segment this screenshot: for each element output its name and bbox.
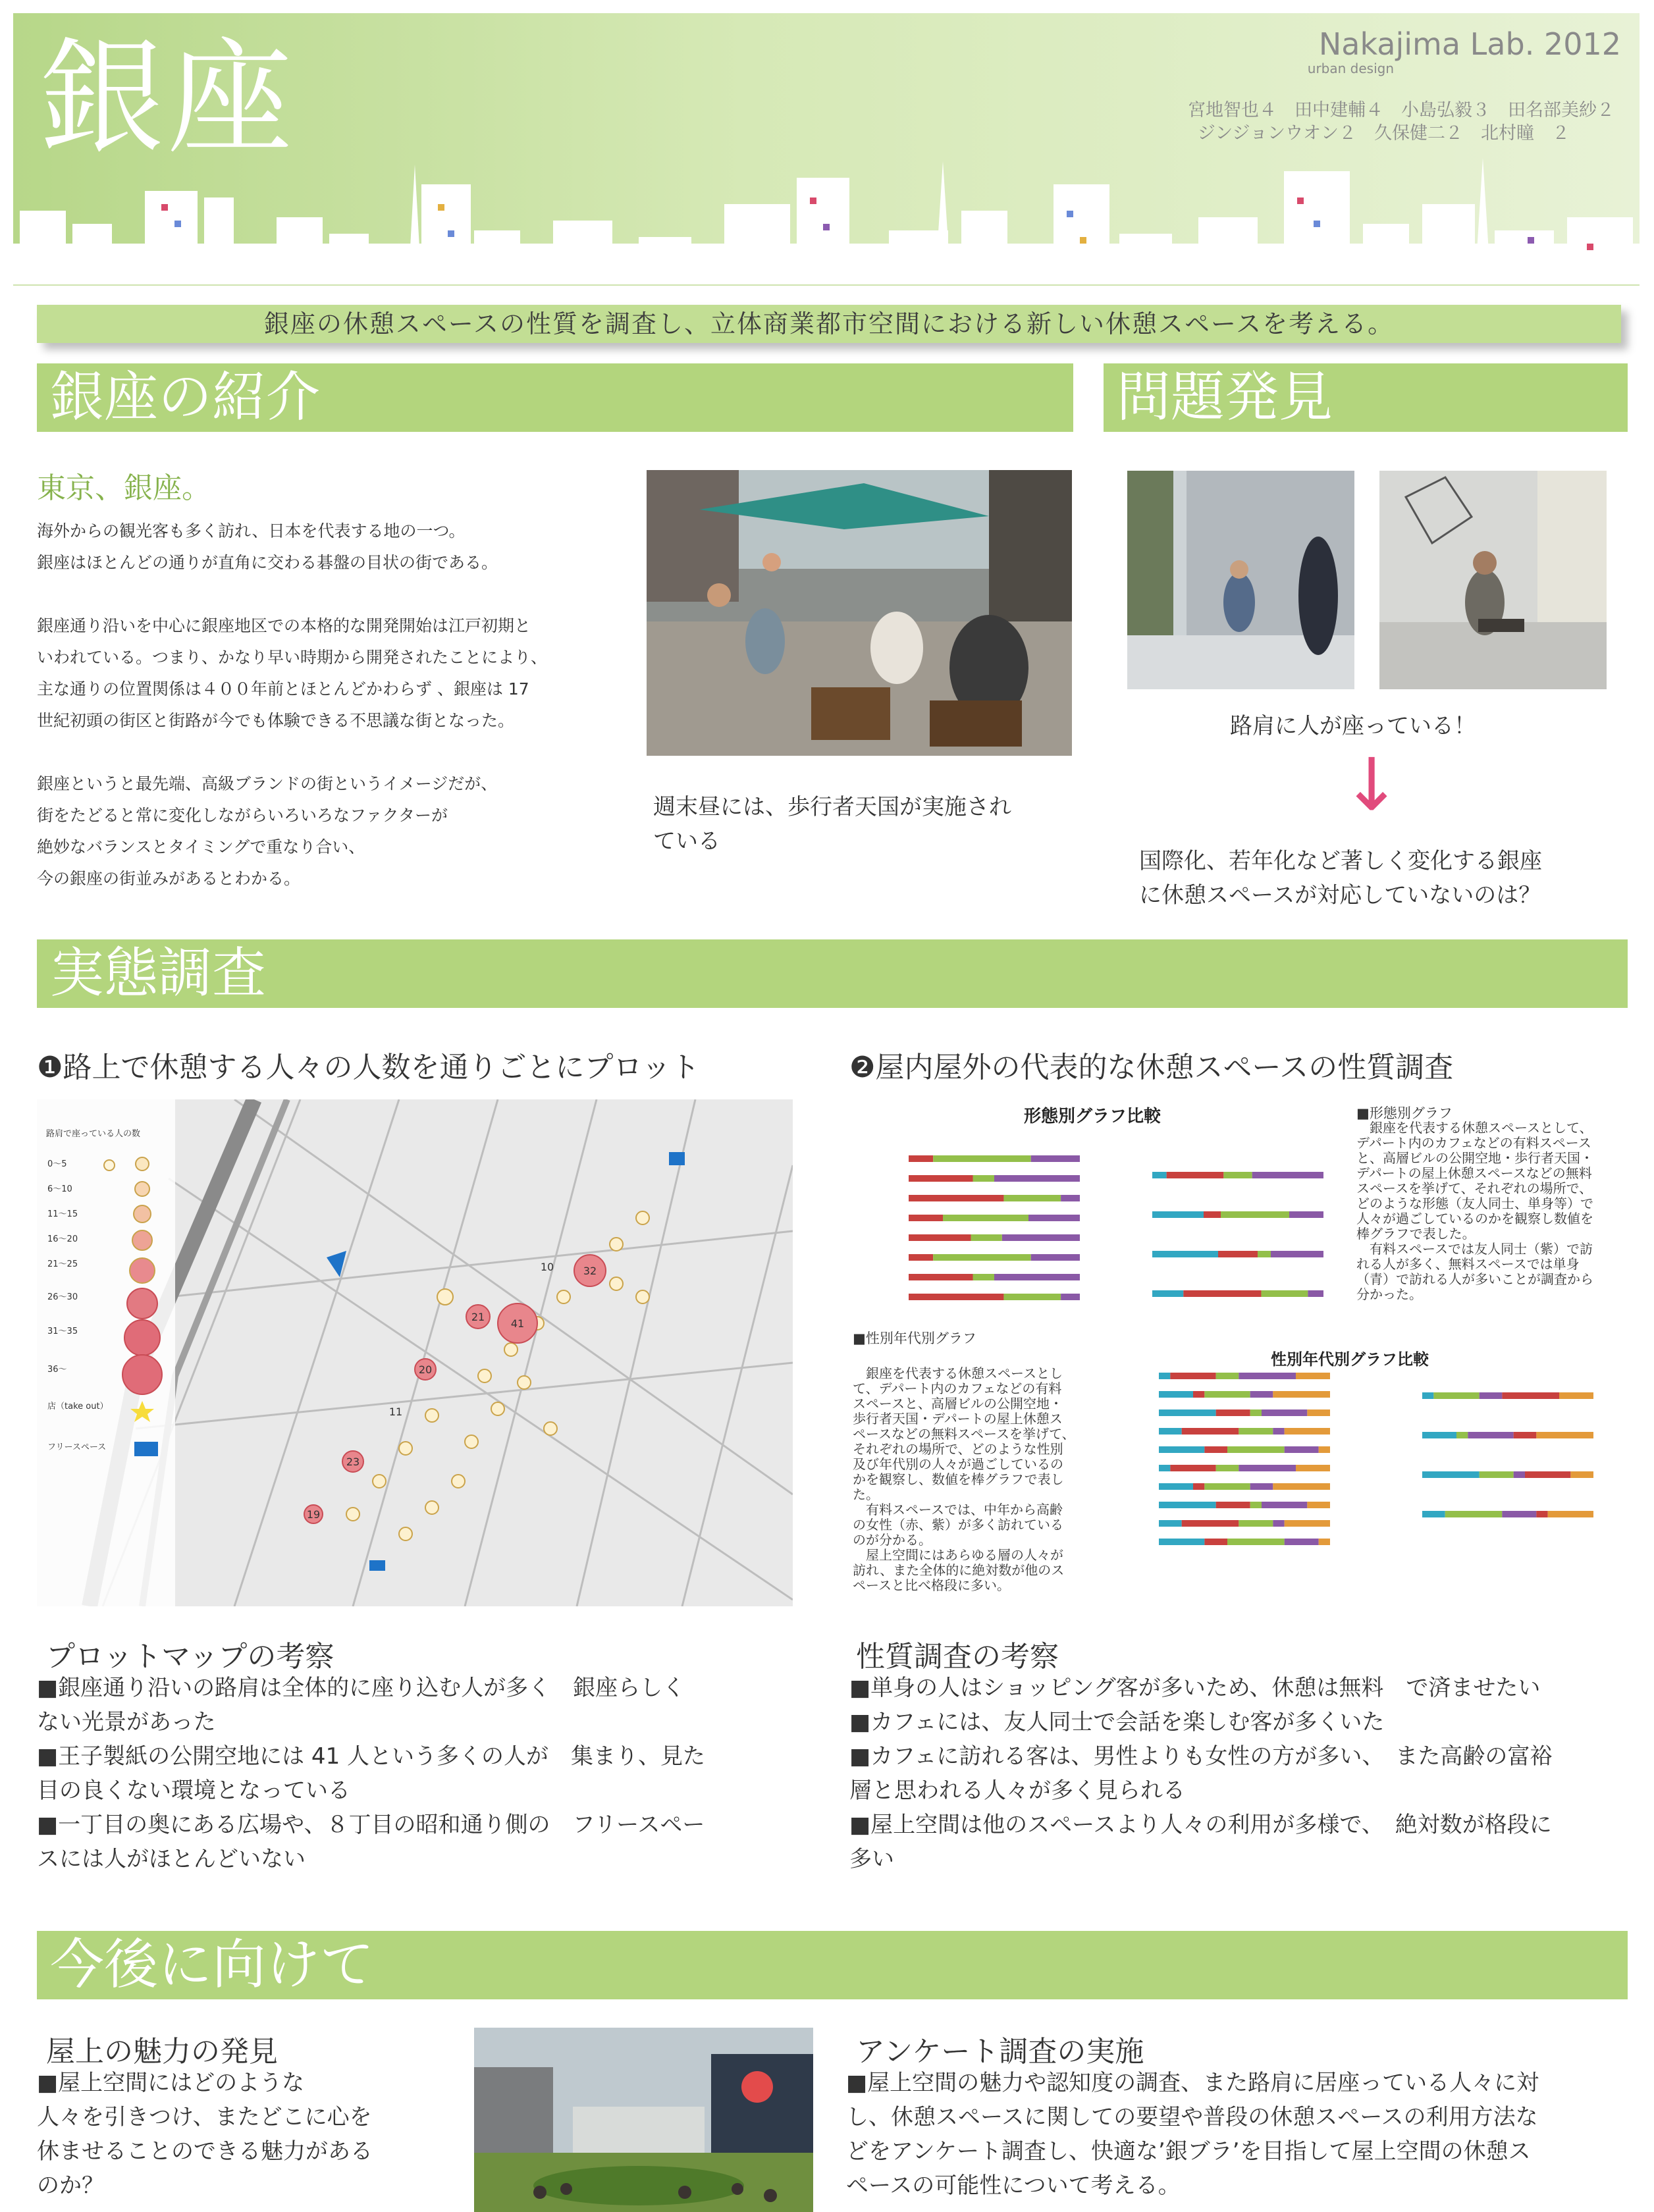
legend-range-5: 21～25 bbox=[47, 1259, 78, 1269]
header-divider bbox=[13, 284, 1640, 286]
bar-segment bbox=[943, 1215, 1028, 1221]
bar-segment bbox=[1307, 1409, 1330, 1416]
bar-segment bbox=[1502, 1511, 1536, 1517]
bar-segment bbox=[1159, 1446, 1204, 1453]
legend-range-1: 0～5 bbox=[47, 1159, 67, 1169]
section-heading-future: 今後に向けて bbox=[37, 1931, 1628, 1999]
bar-segment bbox=[973, 1274, 995, 1280]
nature-consideration-body: ■単身の人はショッピング客が多いため、休憩は無料 で済ませたい ■カフェには、友人同士で会話を楽しむ客が多くいた ■カフェに訪れる客は、男性よりも女性の方が多い、 また高齢の富裕 層と思われる人々が多く見られる ■屋上空間は他のスペースより人々の利用が多様で、 絶対数が格段に 多い bbox=[849, 1675, 1553, 1872]
bar-segment bbox=[1250, 1502, 1262, 1508]
map-label-23: 23 bbox=[346, 1456, 360, 1468]
problem-caption: 路肩に人が座っている！ bbox=[1230, 713, 1476, 739]
street-photo-caption: 週末昼には、歩行者天国が実施され ている bbox=[653, 794, 1011, 855]
bar-segment bbox=[1152, 1211, 1204, 1218]
bar-segment bbox=[1261, 1290, 1308, 1297]
age-note: 銀座を代表する休憩スペースとし て、デパート内のカフェなどの有料 スペースと、高層ビルの公開空地・ 歩行者天国・デパートの屋上休憩ス ペースなどの無料スペースを挙げて、 それぞれの場所で、どのような性別 及び年代別の人々が過ごしているの かを観察し、数値を棒グラフで表し た。 有料スペースでは、中年から高齢 の女性（赤、紫）が多く訪れている のが分かる。 屋上空間にはあらゆる層の人々が 訪れ、また全体的に絶対数が他のス ペースと比べ格段に多い。 bbox=[853, 1365, 1075, 1593]
legend-free: フリースペース bbox=[47, 1442, 107, 1452]
bar-segment bbox=[1285, 1520, 1330, 1527]
bar-segment bbox=[1170, 1465, 1215, 1471]
bar-segment bbox=[1319, 1539, 1330, 1545]
bar-segment bbox=[1548, 1511, 1593, 1517]
bar-segment bbox=[1061, 1294, 1080, 1300]
bar-segment bbox=[1502, 1392, 1559, 1399]
bar-segment bbox=[1183, 1290, 1261, 1297]
bar-segment bbox=[1193, 1391, 1204, 1398]
bar-segment bbox=[1480, 1471, 1514, 1478]
bar-segment bbox=[1159, 1409, 1216, 1416]
bar-segment bbox=[1468, 1432, 1513, 1438]
bar-segment bbox=[1262, 1502, 1307, 1508]
theme-banner: 銀座の休憩スペースの性質を調査し、立体商業都市空間における新しい休憩スペースを考える。 bbox=[37, 305, 1621, 343]
bar-segment bbox=[1002, 1234, 1080, 1241]
bar-segment bbox=[1159, 1539, 1204, 1545]
problem-photo-right bbox=[1379, 471, 1607, 689]
rooftop-heading: 屋上の魅力の発見 bbox=[46, 2035, 278, 2068]
intro-subheading: 東京、銀座。 bbox=[37, 471, 211, 505]
bar-segment bbox=[1159, 1502, 1216, 1508]
bar-segment bbox=[1061, 1195, 1080, 1201]
members-line-1: 宮地智也４ 田中建輔４ 小島弘毅３ 田名部美紗２ bbox=[1188, 100, 1614, 120]
bar-segment bbox=[1193, 1483, 1204, 1490]
rooftop-body: ■屋上空間にはどのような 人々を引きつけ、またどこに心を 休ませることのできる魅力がある のか？ bbox=[37, 2070, 373, 2199]
bar-segment bbox=[1170, 1373, 1215, 1379]
bar-segment bbox=[994, 1175, 1080, 1182]
bar-segment bbox=[1159, 1520, 1182, 1527]
bar-segment bbox=[1273, 1483, 1330, 1490]
bar-segment bbox=[1422, 1392, 1433, 1399]
bar-segment bbox=[1223, 1172, 1252, 1178]
bar-segment bbox=[1227, 1539, 1285, 1545]
bar-segment bbox=[1445, 1511, 1503, 1517]
bar-segment bbox=[1239, 1428, 1273, 1435]
nature-survey-title: ❷屋内屋外の代表的な休憩スペースの性質調査 bbox=[849, 1051, 1454, 1084]
bar-segment bbox=[1239, 1373, 1296, 1379]
problem-conclusion: 国際化、若年化など著しく変化する銀座 に休憩スペースが対応していないのは？ bbox=[1139, 848, 1542, 908]
chart2-title: 性別年代別グラフ比較 bbox=[1271, 1350, 1429, 1369]
bar-segment bbox=[1159, 1373, 1170, 1379]
questionnaire-body: ■屋上空間の魅力や認知度の調査、また路肩に居座っている人々に対 し、休憩スペースに関しての要望や普段の休憩スペースの利用方法な どをアンケート調査し、快適な’銀ブラ’を目指して屋上空間の休憩ス ペースの可能性について考える。 bbox=[846, 2070, 1539, 2199]
form-note: 銀座を代表する休憩スペースとして、 デパート内のカフェなどの有料スペース と、高層ビルの公開空地・歩行者天国・ デパートの屋上休憩スペースなどの無料 スペースを挙げて、それぞれの場所で、 どのような形態（友人同士、単身等）で 人々が過ごしているのかを観察し数値を 棒グラフで表した。 有料スペースでは友人同士（紫）で訪 れる人が多く、無料スペースでは単身 （青）で訪れる人が多いことが調査から 分かった。 bbox=[1356, 1120, 1593, 1302]
bar-segment bbox=[1307, 1502, 1330, 1508]
chart1-title: 形態別グラフ比較 bbox=[1024, 1107, 1161, 1126]
street-photo bbox=[647, 470, 1072, 756]
bar-segment bbox=[1525, 1471, 1570, 1478]
bar-segment bbox=[1422, 1432, 1456, 1438]
bar-segment bbox=[1285, 1428, 1330, 1435]
bar-segment bbox=[1239, 1465, 1296, 1471]
bar-segment bbox=[973, 1175, 995, 1182]
bar-segment bbox=[1159, 1391, 1193, 1398]
bar-segment bbox=[1273, 1391, 1330, 1398]
map-label-10: 10 bbox=[540, 1261, 554, 1273]
bar-segment bbox=[1216, 1502, 1250, 1508]
bar-segment bbox=[1182, 1520, 1239, 1527]
bar-segment bbox=[1250, 1483, 1273, 1490]
bar-segment bbox=[1289, 1211, 1323, 1218]
bar-segment bbox=[1422, 1511, 1445, 1517]
form-note-heading: ■形態別グラフ bbox=[1356, 1105, 1453, 1121]
legend-range-4: 16～20 bbox=[47, 1234, 78, 1244]
bar-segment bbox=[1536, 1432, 1593, 1438]
legend-range-2: 6～10 bbox=[47, 1184, 72, 1194]
bar-segment bbox=[1273, 1520, 1284, 1527]
bar-segment bbox=[1250, 1391, 1273, 1398]
bar-segment bbox=[1167, 1172, 1224, 1178]
poster-title: 銀座 bbox=[40, 26, 296, 171]
bar-segment bbox=[1159, 1483, 1193, 1490]
bar-segment bbox=[909, 1234, 971, 1241]
bar-segment bbox=[909, 1274, 973, 1280]
bar-segment bbox=[909, 1195, 1003, 1201]
lab-subtitle: urban design bbox=[1307, 61, 1394, 76]
legend-title: 路肩で座っている人の数 bbox=[46, 1129, 141, 1139]
bar-segment bbox=[971, 1234, 1002, 1241]
bar-segment bbox=[909, 1155, 933, 1162]
intro-body: 海外からの観光客も多く訪れ、日本を代表する地の一つ。 銀座はほとんどの通りが直角に交わる碁盤の目状の街である。 銀座通り沿いを中心に銀座地区での本格的な開発開始は江戸初期と いわれている。つまり、かなり早い時期から開発されたことにより、 主な通りの位置関係は４００年前とほとんどかわらず 、銀座は 17 世紀初頭の街区と街路が今でも体験できる不思議な街となった。 銀座というと最先端、高級ブランドの街というイメージだが、 街をたどると常に変化しながらいろいろなファクターが 絶妙なバランスとタイミングで重なり合い、 今の銀座の街並みがあるとわかる。 bbox=[37, 521, 548, 888]
section-heading-intro: 銀座の紹介 bbox=[37, 363, 1073, 432]
form-chart bbox=[856, 1129, 1350, 1333]
bar-segment bbox=[1271, 1251, 1323, 1257]
bar-segment bbox=[1308, 1290, 1323, 1297]
bar-segment bbox=[1252, 1172, 1323, 1178]
bar-segment bbox=[909, 1175, 973, 1182]
map-label-11: 11 bbox=[388, 1406, 403, 1418]
bar-segment bbox=[1422, 1471, 1480, 1478]
bar-segment bbox=[1003, 1294, 1061, 1300]
bar-segment bbox=[1570, 1471, 1593, 1478]
bar-segment bbox=[1204, 1539, 1227, 1545]
bar-segment bbox=[1182, 1428, 1239, 1435]
bar-segment bbox=[1003, 1195, 1061, 1201]
bar-segment bbox=[1216, 1409, 1250, 1416]
bar-segment bbox=[1273, 1428, 1284, 1435]
plot-consideration-heading: プロットマップの考察 bbox=[46, 1640, 334, 1673]
plot-consideration-body: ■銀座通り沿いの路肩は全体的に座り込む人が多く 銀座らしく ない光景があった ■王子製紙の公開空地には 41 人という多くの人が 集まり、見た 目の良くない環境となっている ■一丁目の奥にある広場や、８丁目の昭和通り側の フリースペー スには人がほとんどいない bbox=[37, 1675, 706, 1872]
problem-photo-left bbox=[1127, 471, 1354, 689]
rooftop-photo bbox=[474, 2028, 813, 2212]
legend-range-3: 11～15 bbox=[47, 1209, 78, 1219]
bar-segment bbox=[1152, 1172, 1167, 1178]
bar-segment bbox=[1159, 1428, 1182, 1435]
bar-segment bbox=[1239, 1520, 1273, 1527]
map-label-19: 19 bbox=[306, 1508, 321, 1521]
nature-consideration-heading: 性質調査の考察 bbox=[856, 1640, 1059, 1673]
legend-range-8: 36～ bbox=[47, 1365, 67, 1375]
plot-map-title: ❶路上で休憩する人々の人数を通りごとにプロット bbox=[37, 1051, 700, 1084]
down-arrow-icon: ↓ bbox=[1341, 743, 1402, 827]
bar-segment bbox=[1216, 1465, 1239, 1471]
legend-range-7: 31～35 bbox=[47, 1327, 78, 1336]
map-label-41: 41 bbox=[510, 1317, 525, 1330]
map-label-20: 20 bbox=[418, 1363, 433, 1376]
bar-segment bbox=[1514, 1471, 1525, 1478]
legend-range-6: 26～30 bbox=[47, 1292, 78, 1302]
bar-segment bbox=[909, 1294, 1003, 1300]
bar-segment bbox=[1204, 1446, 1227, 1453]
bar-segment bbox=[909, 1215, 943, 1221]
bar-segment bbox=[1296, 1373, 1330, 1379]
bar-segment bbox=[1285, 1446, 1319, 1453]
legend-shop: 店（take out） bbox=[47, 1402, 109, 1411]
age-note-heading: ■性別年代別グラフ bbox=[853, 1330, 976, 1346]
bar-segment bbox=[909, 1254, 933, 1261]
bar-segment bbox=[1480, 1392, 1503, 1399]
bar-segment bbox=[1031, 1155, 1080, 1162]
bar-segment bbox=[1433, 1392, 1479, 1399]
section-heading-survey: 実態調査 bbox=[37, 939, 1628, 1008]
bar-segment bbox=[1262, 1409, 1307, 1416]
bar-segment bbox=[1159, 1465, 1170, 1471]
bar-segment bbox=[1152, 1251, 1218, 1257]
age-chart bbox=[1133, 1366, 1633, 1570]
bar-segment bbox=[1218, 1251, 1258, 1257]
bar-segment bbox=[1152, 1290, 1183, 1297]
bar-segment bbox=[1258, 1251, 1271, 1257]
bar-segment bbox=[1559, 1392, 1593, 1399]
map-label-32: 32 bbox=[583, 1265, 597, 1277]
skyline-illustration bbox=[13, 158, 1640, 283]
bar-segment bbox=[1204, 1211, 1221, 1218]
bar-segment bbox=[1221, 1211, 1289, 1218]
bar-segment bbox=[933, 1155, 1031, 1162]
bar-segment bbox=[1227, 1446, 1285, 1453]
bar-segment bbox=[1536, 1511, 1547, 1517]
questionnaire-heading: アンケート調査の実施 bbox=[856, 2035, 1144, 2068]
bar-segment bbox=[994, 1274, 1080, 1280]
plot-map bbox=[37, 1099, 793, 1606]
bar-segment bbox=[1216, 1373, 1239, 1379]
section-heading-problem: 問題発見 bbox=[1104, 363, 1628, 432]
bar-segment bbox=[1204, 1483, 1250, 1490]
bar-segment bbox=[1031, 1254, 1080, 1261]
bar-segment bbox=[1204, 1391, 1250, 1398]
members-line-2: ジンジョンウオン２ 久保健二２ 北村瞳 ２ bbox=[1197, 123, 1570, 144]
map-label-21: 21 bbox=[471, 1311, 485, 1323]
bar-segment bbox=[1285, 1539, 1319, 1545]
bar-segment bbox=[1250, 1409, 1262, 1416]
bar-segment bbox=[1514, 1432, 1537, 1438]
bar-segment bbox=[1456, 1432, 1468, 1438]
bar-segment bbox=[1319, 1446, 1330, 1453]
bar-segment bbox=[933, 1254, 1031, 1261]
bar-segment bbox=[1296, 1465, 1330, 1471]
lab-name: Nakajima Lab. 2012 bbox=[1318, 26, 1621, 62]
bar-segment bbox=[1028, 1215, 1080, 1221]
